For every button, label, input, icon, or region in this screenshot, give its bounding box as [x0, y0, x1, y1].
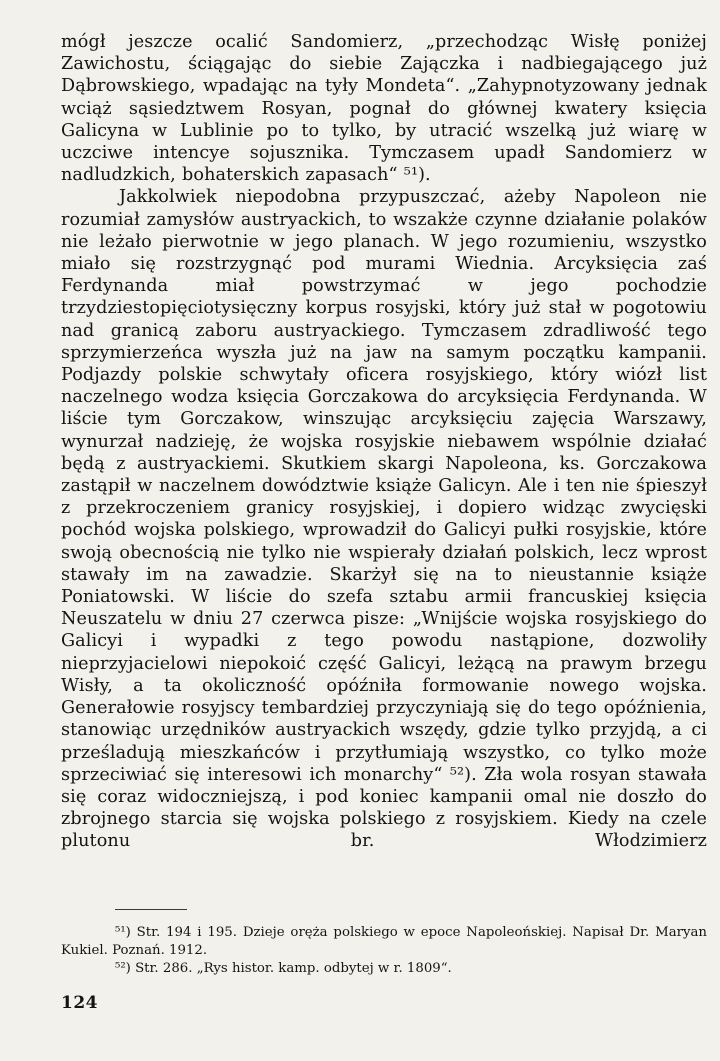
- page-number: 124: [61, 993, 98, 1013]
- footnote-divider: [115, 909, 187, 910]
- paragraph: Jakkolwiek niepodobna przypuszczać, ażeby Napoleon nie rozumiał zamysłów austryackich, to wszakże czynne działanie polaków nie leżało pierwotnie w jego planach. W jego rozumieniu, wszystko miało się rozstrzygnąć pod murami Wiednia. Arcyksięcia zaś Ferdynanda miał powstrzymać w jego pochodzie trzydziestopięciotysięczny korpus rosyjski, który już stał w pogotowiu nad granicą zaboru austryackiego. Tymczasem zdradliwość tego sprzymierzeńca wyszła już na jaw na samym początku kampanii. Podjazdy polskie schwytały oficera rosyjskiego, który wiózł list naczelnego wodza księcia Gorczakowa do arcyksięcia Ferdynanda. W liście tym Gorczakow, winszując arcyksięciu zajęcia Warszawy, wynurzał nadzieję, że wojska rosyjskie niebawem wspólnie działać będą z austryackiemi. Skutkiem skargi Napoleona, ks. Gorczakowa zastąpił w naczelnem dowództwie książe Galicyn. Ale i ten nie śpieszył z przekroczeniem granicy rosyjskiej, i dopiero widząc zwycięski pochód wojska polskiego, wprowadził do Galicyi pułki rosyjskie, które swoją obecnością nie tylko nie wspierały działań polskich, lecz wprost stawały im na zawadzie. Skarżył się na to nieustannie książe Poniatowski. W liście do szefa sztabu armii francuskiej księcia Neuszatelu w dniu 27 czerwca pisze: „Wnijście wojska rosyjskiego do Galicyi i wypadki z tego powodu nastąpione, dozwoliły nieprzyjacielowi niepokoić część Galicyi, leżącą na prawym brzegu Wisły, a ta okoliczność opóźniła formowanie nowego wojska. Generałowie rosyjscy tembardziej przyczyniają się do tego opóźnienia, stanowiąc urzędników austryackich wszędy, gdzie tylko przyjdą, a ci prześladują mieszkańców i przytłumiają wszystko, co tylko może sprzeciwiać się interesowi ich monarchy“ ⁵²). Zła wola rosyan stawała się coraz widoczniejszą, i pod koniec kampanii omal nie doszło do zbrojnego starcia się wojska polskiego z rosyjskiem. Kiedy na czele plutonu br. Włodzimierz: [61, 187, 707, 852]
- footnote-52: ⁵²) Str. 286. „Rys histor. kamp. odbytej w r. 1809“.: [115, 961, 452, 976]
- paragraph-continuation: mógł jeszcze ocalić Sandomierz, „przechodząc Wisłę poniżej Zawichostu, ściągając do siebie Zajączka i nadbiegającego już Dąbrowskiego, wpadając na tyły Mondeta“. „Zahypnotyzowany jednak wciąż sąsiedztwem Rosyan, pognał do głównej kwatery księcia Galicyna w Lublinie po to tylko, by utracić wszelką już wiarę w uczciwe intencye sojusznika. Tymczasem upadł Sandomierz w nadludzkich, bohaterskich zapasach“ ⁵¹).: [61, 32, 707, 186]
- footnote-51: ⁵¹) Str. 194 i 195. Dzieje oręża polskiego w epoce Napoleońskiej. Napisał Dr. Maryan Kukiel. Poznań. 1912.: [61, 925, 707, 958]
- main-text: [61, 31, 707, 853]
- footnotes: [61, 924, 707, 978]
